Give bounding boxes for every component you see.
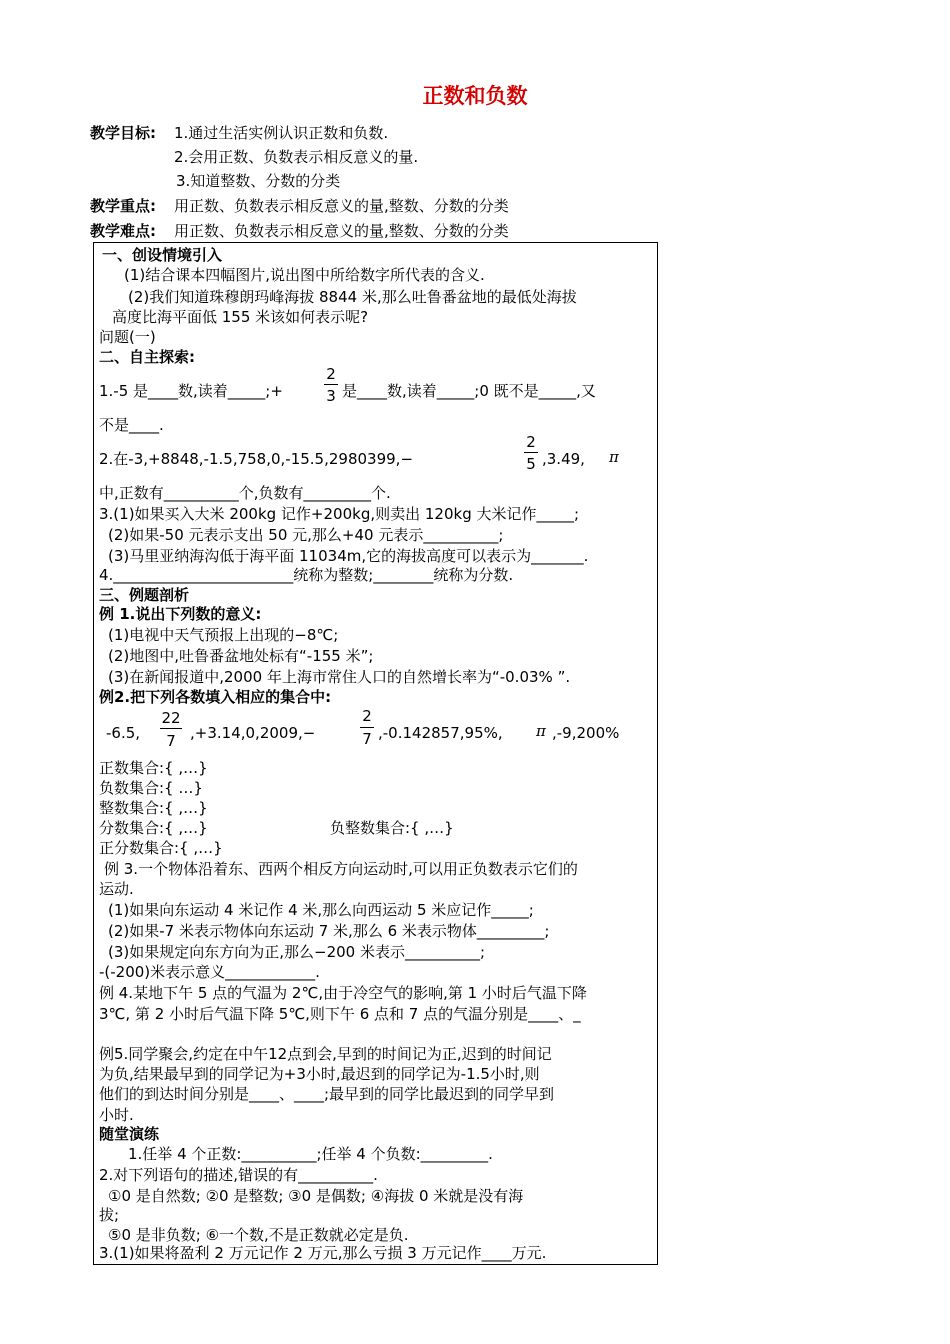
- example-2-numerator: 22: [161, 709, 181, 727]
- s1-p2b: 高度比海平面低 155 米该如何表示呢?: [112, 308, 369, 326]
- set-positive-fraction: 正分数集合:{ ,…}: [99, 839, 223, 857]
- page-title: 正数和负数: [422, 84, 528, 108]
- practice-heading: 随堂演练: [99, 1125, 160, 1143]
- goal-3: 3.知道整数、分数的分类: [176, 172, 341, 190]
- example-2-d: ,-9,200%: [552, 724, 620, 742]
- set-negative-integer: 负整数集合:{ ,…}: [330, 819, 454, 837]
- pi-symbol: π: [609, 448, 619, 466]
- s2-q3c: (3)马里亚纳海沟低于海平面 11034m,它的海拔高度可以表示为_______.: [108, 547, 589, 565]
- s2-q2a: 2.在-3,+8848,-1.5,758,0,-15.5,2980399,−: [99, 450, 414, 468]
- s2-q2-denominator: 5: [526, 455, 536, 473]
- s2-q3a: 3.(1)如果买入大米 200kg 记作+200kg,则卖出 120kg 大米记作_____;: [99, 505, 580, 523]
- example-3b: 运动.: [99, 880, 134, 898]
- example-2-c: ,-0.142857,95%,: [378, 724, 503, 742]
- example-3d: (2)如果-7 米表示物体向东运动 7 米,那么 6 米表示物体_________;: [108, 922, 550, 940]
- s2-q1-fraction-bar: [324, 384, 338, 385]
- example-2-denominator-2: 7: [362, 730, 372, 748]
- practice-2: 2.对下列语句的描述,错误的有__________.: [99, 1166, 378, 1184]
- set-negative: 负数集合:{ …}: [99, 779, 203, 797]
- example-3a: 例 3.一个物体沿着东、西两个相反方向运动时,可以用正负数表示它们的: [104, 860, 578, 878]
- example-3f: -(-200)米表示意义____________.: [99, 963, 320, 981]
- focus-label: 教学重点:: [90, 197, 156, 215]
- example-2-denominator: 7: [166, 732, 176, 750]
- practice-2c: ⑤0 是非负数; ⑥一个数,不是正数就必定是负.: [108, 1226, 409, 1244]
- s2-q1-denominator: 3: [326, 387, 336, 405]
- s1-question: 问题(一): [99, 328, 156, 346]
- set-positive: 正数集合:{ ,…}: [99, 759, 208, 777]
- practice-3: 3.(1)如果将盈利 2 万元记作 2 万元,那么亏损 3 万元记作____万元.: [99, 1244, 547, 1262]
- example-1a: (1)电视中天气预报上出现的−8℃;: [108, 626, 339, 644]
- difficulty-text: 用正数、负数表示相反意义的量,整数、分数的分类: [174, 222, 509, 240]
- example-1b: (2)地图中,吐鲁番盆地处标有“-155 米”;: [108, 647, 374, 665]
- example-4b: 3℃, 第 2 小时后气温下降 5℃,则下午 6 点和 7 点的气温分别是____、_: [99, 1005, 581, 1023]
- example-1: 例 1.说出下列数的意义:: [99, 605, 262, 623]
- s2-q1a: 1.-5 是____数,读着_____;+: [99, 382, 283, 400]
- section-1-heading: 一、创设情境引入: [102, 246, 223, 264]
- s2-q2-fraction-bar: [524, 452, 538, 453]
- focus-text: 用正数、负数表示相反意义的量,整数、分数的分类: [174, 197, 509, 215]
- example-2-fraction-bar-2: [360, 727, 374, 728]
- practice-2a: ①0 是自然数; ②0 是整数; ③0 是偶数; ④海拔 0 米就是没有海: [108, 1187, 524, 1205]
- set-integer: 整数集合:{ ,…}: [99, 799, 208, 817]
- content-box: [93, 242, 658, 1265]
- example-5c: 他们的到达时间分别是____、____;最早到的同学比最迟到的同学早到: [99, 1085, 555, 1103]
- practice-1: 1.任举 4 个正数:__________;任举 4 个负数:_________.: [128, 1145, 493, 1163]
- s2-q1c: 不是____.: [99, 416, 164, 434]
- example-5b: 为负,结果最早到的同学记为+3小时,最迟到的同学记为-1.5小时,则: [99, 1065, 540, 1083]
- practice-2b: 拔;: [99, 1206, 120, 1224]
- s2-q1-numerator: 2: [326, 365, 336, 383]
- s2-q4: 4.________________________统称为整数;________统称为分数.: [99, 566, 514, 584]
- example-5d: 小时.: [99, 1106, 134, 1124]
- goal-2: 2.会用正数、负数表示相反意义的量.: [174, 148, 419, 166]
- s2-q2b: ,3.49,: [542, 450, 585, 468]
- s1-p2a: (2)我们知道珠穆朗玛峰海拔 8844 米,那么吐鲁番盆地的最低处海拔: [128, 288, 577, 306]
- example-2-numerator-2: 2: [362, 707, 372, 725]
- example-5a: 例5.同学聚会,约定在中午12点到会,早到的时间记为正,迟到的时间记: [99, 1045, 552, 1063]
- s2-q2-numerator: 2: [526, 433, 536, 451]
- example-2-fraction-bar: [160, 728, 182, 729]
- s2-q3b: (2)如果-50 元表示支出 50 元,那么+40 元表示__________;: [108, 526, 504, 544]
- example-2-b: ,+3.14,0,2009,−: [190, 724, 316, 742]
- example-1c: (3)在新闻报道中,2000 年上海市常住人口的自然增长率为“-0.03% ”.: [108, 668, 571, 686]
- pi-symbol-2: π: [536, 722, 546, 740]
- s1-p1: (1)结合课本四幅图片,说出图中所给数字所代表的含义.: [124, 266, 485, 284]
- difficulty-label: 教学难点:: [90, 222, 156, 240]
- example-3c: (1)如果向东运动 4 米记作 4 米,那么向西运动 5 米应记作_____;: [108, 901, 534, 919]
- s2-q1b: 是____数,读着_____;0 既不是_____,又: [342, 382, 596, 400]
- section-2-heading: 二、自主探索:: [99, 348, 195, 366]
- example-4a: 例 4.某地下午 5 点的气温为 2℃,由于冷空气的影响,第 1 小时后气温下降: [99, 984, 587, 1002]
- example-3e: (3)如果规定向东方向为正,那么−200 米表示__________;: [108, 943, 486, 961]
- goal-1: 1.通过生活实例认识正数和负数.: [174, 124, 389, 142]
- s2-q2c: 中,正数有__________个,负数有_________个.: [99, 484, 391, 502]
- example-2: 例2.把下列各数填入相应的集合中:: [99, 688, 332, 706]
- set-fraction: 分数集合:{ ,…}: [99, 819, 208, 837]
- goals-label: 教学目标:: [90, 124, 156, 142]
- example-2-a: -6.5,: [106, 724, 141, 742]
- section-3-heading: 三、例题剖析: [99, 586, 190, 604]
